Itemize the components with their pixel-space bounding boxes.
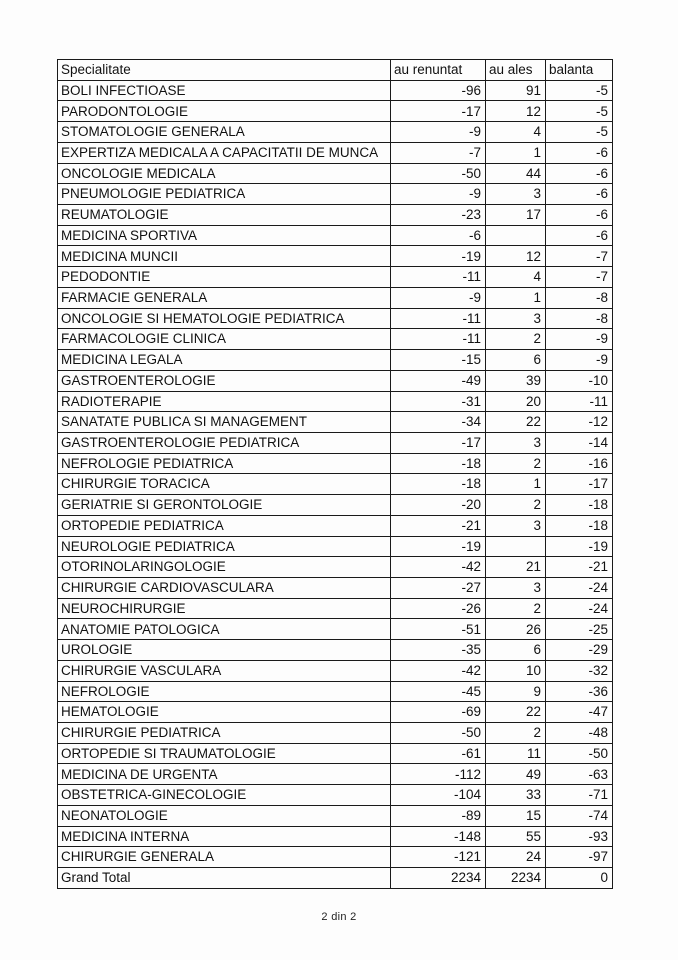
renuntat-cell: -18 xyxy=(391,474,486,495)
col-header-au-ales: au ales xyxy=(486,60,546,81)
renuntat-cell: -9 xyxy=(391,184,486,205)
renuntat-cell: -11 xyxy=(391,308,486,329)
specialty-cell: OTORINOLARINGOLOGIE xyxy=(58,557,391,578)
header-row xyxy=(58,60,613,81)
ales-cell: 17 xyxy=(486,205,546,226)
ales-cell: 3 xyxy=(486,515,546,536)
specialty-cell: GASTROENTEROLOGIE PEDIATRICA xyxy=(58,432,391,453)
balanta-cell: -5 xyxy=(546,101,613,122)
renuntat-cell: -42 xyxy=(391,660,486,681)
balanta-cell: -8 xyxy=(546,308,613,329)
specialty-cell: FARMACIE GENERALA xyxy=(58,287,391,308)
table-row xyxy=(58,142,613,163)
renuntat-cell: -61 xyxy=(391,743,486,764)
ales-cell: 2 xyxy=(486,598,546,619)
renuntat-cell: -96 xyxy=(391,80,486,101)
balanta-cell: -74 xyxy=(546,805,613,826)
renuntat-cell: -27 xyxy=(391,577,486,598)
ales-cell: 12 xyxy=(486,246,546,267)
renuntat-cell: -50 xyxy=(391,163,486,184)
specialty-cell: STOMATOLOGIE GENERALA xyxy=(58,122,391,143)
table-row xyxy=(58,495,613,516)
ales-cell: 49 xyxy=(486,764,546,785)
ales-cell: 33 xyxy=(486,785,546,806)
specialty-cell: NEFROLOGIE xyxy=(58,681,391,702)
ales-cell: 1 xyxy=(486,287,546,308)
renuntat-cell: -17 xyxy=(391,432,486,453)
renuntat-cell: -34 xyxy=(391,412,486,433)
renuntat-cell: -50 xyxy=(391,723,486,744)
balanta-cell: 0 xyxy=(546,868,613,889)
balanta-cell: -8 xyxy=(546,287,613,308)
balanta-cell: -6 xyxy=(546,184,613,205)
balanta-cell: -36 xyxy=(546,681,613,702)
ales-cell: 9 xyxy=(486,681,546,702)
renuntat-cell: -121 xyxy=(391,847,486,868)
balanta-cell: -9 xyxy=(546,329,613,350)
renuntat-cell: -21 xyxy=(391,515,486,536)
renuntat-cell: -104 xyxy=(391,785,486,806)
specialty-cell: EXPERTIZA MEDICALA A CAPACITATII DE MUNCA xyxy=(58,142,391,163)
balanta-cell: -16 xyxy=(546,453,613,474)
specialty-cell: BOLI INFECTIOASE xyxy=(58,80,391,101)
ales-cell: 22 xyxy=(486,702,546,723)
specialty-cell: REUMATOLOGIE xyxy=(58,205,391,226)
specialty-cell: GERIATRIE SI GERONTOLOGIE xyxy=(58,495,391,516)
renuntat-cell: -19 xyxy=(391,536,486,557)
balanta-cell: -25 xyxy=(546,619,613,640)
specialty-cell: SANATATE PUBLICA SI MANAGEMENT xyxy=(58,412,391,433)
ales-cell: 2234 xyxy=(486,868,546,889)
ales-cell: 3 xyxy=(486,432,546,453)
table-row xyxy=(58,412,613,433)
ales-cell: 4 xyxy=(486,122,546,143)
ales-cell: 22 xyxy=(486,412,546,433)
balanta-cell: -50 xyxy=(546,743,613,764)
specialty-cell: PNEUMOLOGIE PEDIATRICA xyxy=(58,184,391,205)
table-row xyxy=(58,122,613,143)
ales-cell: 2 xyxy=(486,329,546,350)
balanta-cell: -71 xyxy=(546,785,613,806)
table-header xyxy=(58,60,613,81)
renuntat-cell: -6 xyxy=(391,225,486,246)
balanta-cell: -24 xyxy=(546,598,613,619)
table-row xyxy=(58,826,613,847)
table-row xyxy=(58,640,613,661)
specialty-cell: CHIRURGIE PEDIATRICA xyxy=(58,723,391,744)
table-row xyxy=(58,743,613,764)
specialty-cell: PARODONTOLOGIE xyxy=(58,101,391,122)
renuntat-cell: -45 xyxy=(391,681,486,702)
renuntat-cell: -89 xyxy=(391,805,486,826)
balanta-cell: -21 xyxy=(546,557,613,578)
balanta-cell: -48 xyxy=(546,723,613,744)
specialty-cell: CHIRURGIE TORACICA xyxy=(58,474,391,495)
ales-cell: 11 xyxy=(486,743,546,764)
balanta-cell: -10 xyxy=(546,370,613,391)
col-header-au-renuntat: au renuntat xyxy=(391,60,486,81)
table-body xyxy=(58,80,613,888)
table-row xyxy=(58,557,613,578)
specialty-cell: CHIRURGIE CARDIOVASCULARA xyxy=(58,577,391,598)
renuntat-cell: -148 xyxy=(391,826,486,847)
page-number: 2 din 2 xyxy=(321,911,357,923)
ales-cell: 39 xyxy=(486,370,546,391)
renuntat-cell: -19 xyxy=(391,246,486,267)
balanta-cell: -5 xyxy=(546,122,613,143)
ales-cell xyxy=(486,225,546,246)
table-row xyxy=(58,329,613,350)
balanta-cell: -6 xyxy=(546,225,613,246)
table-row xyxy=(58,246,613,267)
ales-cell: 3 xyxy=(486,184,546,205)
specialty-cell: ONCOLOGIE MEDICALA xyxy=(58,163,391,184)
balanta-cell: -24 xyxy=(546,577,613,598)
specialty-cell: NEUROCHIRURGIE xyxy=(58,598,391,619)
ales-cell: 12 xyxy=(486,101,546,122)
ales-cell: 2 xyxy=(486,453,546,474)
table-row xyxy=(58,515,613,536)
renuntat-cell: -49 xyxy=(391,370,486,391)
ales-cell: 44 xyxy=(486,163,546,184)
ales-cell: 10 xyxy=(486,660,546,681)
specialty-cell: RADIOTERAPIE xyxy=(58,391,391,412)
table-row xyxy=(58,370,613,391)
col-header-balanta: balanta xyxy=(546,60,613,81)
specialty-cell: OBSTETRICA-GINECOLOGIE xyxy=(58,785,391,806)
balanta-cell: -32 xyxy=(546,660,613,681)
specialty-cell: MEDICINA LEGALA xyxy=(58,350,391,371)
ales-cell: 24 xyxy=(486,847,546,868)
ales-cell: 20 xyxy=(486,391,546,412)
balanta-cell: -9 xyxy=(546,350,613,371)
renuntat-cell: -18 xyxy=(391,453,486,474)
balanta-cell: -12 xyxy=(546,412,613,433)
table-row xyxy=(58,453,613,474)
renuntat-cell: -23 xyxy=(391,205,486,226)
specialty-cell: ORTOPEDIE SI TRAUMATOLOGIE xyxy=(58,743,391,764)
balanta-cell: -7 xyxy=(546,246,613,267)
renuntat-cell: -35 xyxy=(391,640,486,661)
grand-total-row xyxy=(58,868,613,889)
balanta-cell: -97 xyxy=(546,847,613,868)
specialty-cell: FARMACOLOGIE CLINICA xyxy=(58,329,391,350)
table-row xyxy=(58,308,613,329)
ales-cell: 26 xyxy=(486,619,546,640)
ales-cell: 6 xyxy=(486,350,546,371)
table-row xyxy=(58,598,613,619)
specialty-cell: NEONATOLOGIE xyxy=(58,805,391,826)
specialty-cell: NEUROLOGIE PEDIATRICA xyxy=(58,536,391,557)
balanta-cell: -6 xyxy=(546,142,613,163)
specialty-cell: MEDICINA SPORTIVA xyxy=(58,225,391,246)
ales-cell: 1 xyxy=(486,474,546,495)
table-row xyxy=(58,184,613,205)
table-row xyxy=(58,681,613,702)
specialty-cell: Grand Total xyxy=(58,868,391,889)
specialty-cell: GASTROENTEROLOGIE xyxy=(58,370,391,391)
table-row xyxy=(58,267,613,288)
balanta-cell: -14 xyxy=(546,432,613,453)
table-row xyxy=(58,101,613,122)
renuntat-cell: -69 xyxy=(391,702,486,723)
table-row xyxy=(58,577,613,598)
ales-cell: 2 xyxy=(486,495,546,516)
specialty-cell: ANATOMIE PATOLOGICA xyxy=(58,619,391,640)
ales-cell: 55 xyxy=(486,826,546,847)
balanta-cell: -18 xyxy=(546,495,613,516)
table-row xyxy=(58,764,613,785)
balanta-cell: -7 xyxy=(546,267,613,288)
renuntat-cell: 2234 xyxy=(391,868,486,889)
balanta-cell: -5 xyxy=(546,80,613,101)
balanta-cell: -11 xyxy=(546,391,613,412)
specialty-cell: CHIRURGIE GENERALA xyxy=(58,847,391,868)
ales-cell: 1 xyxy=(486,142,546,163)
ales-cell: 91 xyxy=(486,80,546,101)
ales-cell: 3 xyxy=(486,308,546,329)
balanta-cell: -63 xyxy=(546,764,613,785)
table-row xyxy=(58,723,613,744)
ales-cell: 15 xyxy=(486,805,546,826)
renuntat-cell: -9 xyxy=(391,287,486,308)
balanta-cell: -93 xyxy=(546,826,613,847)
specialty-cell: NEFROLOGIE PEDIATRICA xyxy=(58,453,391,474)
specialty-cell: ORTOPEDIE PEDIATRICA xyxy=(58,515,391,536)
table-row xyxy=(58,391,613,412)
balanta-cell: -6 xyxy=(546,205,613,226)
specialties-table xyxy=(57,59,613,889)
table-row xyxy=(58,474,613,495)
renuntat-cell: -15 xyxy=(391,350,486,371)
renuntat-cell: -11 xyxy=(391,267,486,288)
table-row xyxy=(58,660,613,681)
renuntat-cell: -9 xyxy=(391,122,486,143)
table-row xyxy=(58,350,613,371)
table-row xyxy=(58,205,613,226)
table-row xyxy=(58,163,613,184)
renuntat-cell: -20 xyxy=(391,495,486,516)
specialty-cell: ONCOLOGIE SI HEMATOLOGIE PEDIATRICA xyxy=(58,308,391,329)
table-row xyxy=(58,225,613,246)
table-row xyxy=(58,432,613,453)
ales-cell: 3 xyxy=(486,577,546,598)
table-row xyxy=(58,619,613,640)
balanta-cell: -19 xyxy=(546,536,613,557)
renuntat-cell: -17 xyxy=(391,101,486,122)
balanta-cell: -18 xyxy=(546,515,613,536)
renuntat-cell: -26 xyxy=(391,598,486,619)
specialty-cell: MEDICINA DE URGENTA xyxy=(58,764,391,785)
specialty-cell: UROLOGIE xyxy=(58,640,391,661)
specialty-cell: PEDODONTIE xyxy=(58,267,391,288)
specialty-cell: MEDICINA MUNCII xyxy=(58,246,391,267)
table-row xyxy=(58,805,613,826)
table-row xyxy=(58,847,613,868)
ales-cell xyxy=(486,536,546,557)
specialty-cell: MEDICINA INTERNA xyxy=(58,826,391,847)
col-header-specialitate: Specialitate xyxy=(58,60,391,81)
specialty-cell: HEMATOLOGIE xyxy=(58,702,391,723)
renuntat-cell: -7 xyxy=(391,142,486,163)
balanta-cell: -29 xyxy=(546,640,613,661)
table-row xyxy=(58,287,613,308)
balanta-cell: -6 xyxy=(546,163,613,184)
ales-cell: 2 xyxy=(486,723,546,744)
table-row xyxy=(58,702,613,723)
renuntat-cell: -11 xyxy=(391,329,486,350)
renuntat-cell: -51 xyxy=(391,619,486,640)
balanta-cell: -17 xyxy=(546,474,613,495)
renuntat-cell: -31 xyxy=(391,391,486,412)
table-row xyxy=(58,536,613,557)
balanta-cell: -47 xyxy=(546,702,613,723)
ales-cell: 21 xyxy=(486,557,546,578)
table-row xyxy=(58,785,613,806)
ales-cell: 6 xyxy=(486,640,546,661)
specialty-cell: CHIRURGIE VASCULARA xyxy=(58,660,391,681)
ales-cell: 4 xyxy=(486,267,546,288)
renuntat-cell: -42 xyxy=(391,557,486,578)
renuntat-cell: -112 xyxy=(391,764,486,785)
table-row xyxy=(58,80,613,101)
